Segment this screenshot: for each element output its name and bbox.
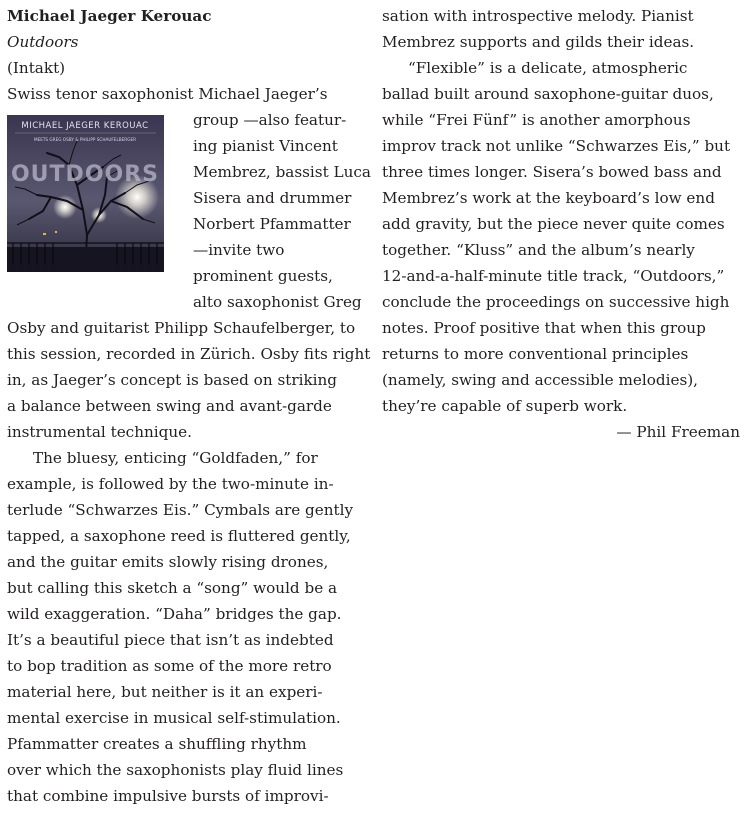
left-column — [7, 3, 371, 809]
cover-subtitle-text: MEETS GREG OSBY & PHILIPP SCHAUFELBERGER — [33, 137, 137, 142]
body-line: but calling this sketch a “song” would be a — [7, 579, 338, 597]
body-line: “Flexible” is a delicate, atmospheric — [408, 59, 688, 77]
body-line: terlude “Schwarzes Eis.” Cymbals are gently — [7, 501, 354, 519]
body-line: wild exaggeration. “Daha” bridges the gap. — [7, 605, 342, 623]
body-line: improv track not unlike “Schwarzes Eis,” but — [382, 137, 731, 155]
body-line: to bop tradition as some of the more retro — [7, 657, 332, 675]
body-line: together. “Kluss” and the album’s nearly — [382, 241, 695, 259]
record-label: (Intakt) — [7, 59, 66, 77]
body-line: Membrez’s work at the keyboard’s low end — [382, 189, 715, 207]
body-line: Norbert Pfammatter — [193, 215, 351, 233]
body-line: in, as Jaeger’s concept is based on striking — [7, 371, 338, 389]
body-line: mental exercise in musical self-stimulation. — [7, 709, 341, 727]
body-line: notes. Proof positive that when this group — [382, 319, 706, 337]
cover-block — [7, 107, 371, 315]
body-line: (namely, swing and accessible melodies), — [382, 371, 698, 389]
body-line: prominent guests, — [193, 267, 333, 285]
album-cover — [7, 115, 164, 272]
body-line: while “Frei Fünf” is another amorphous — [382, 111, 691, 129]
cover-artist-text: MICHAEL JAEGER KEROUAC — [21, 121, 149, 131]
body-line: material here, but neither is it an experi- — [7, 683, 323, 701]
body-line: they’re capable of superb work. — [382, 397, 628, 415]
body-line: Membrez, bassist Luca — [193, 163, 371, 181]
body-line: over which the saxophonists play fluid lines — [7, 761, 344, 779]
body-line: alto saxophonist Greg — [193, 293, 362, 311]
body-line: The bluesy, enticing “Goldfaden,” for — [33, 449, 318, 467]
body-line: It’s a beautiful piece that isn’t as indebted — [7, 631, 334, 649]
artist-name: Michael Jaeger Kerouac — [7, 7, 212, 25]
body-line: 12-and-a-half-minute title track, “Outdoors,” — [382, 267, 725, 285]
body-line: this session, recorded in Zürich. Osby fits right — [7, 345, 371, 363]
body-line: Osby and guitarist Philipp Schaufelberger, to — [7, 319, 356, 337]
body-line: that combine impulsive bursts of improvi- — [7, 787, 329, 805]
body-line: a balance between swing and avant-garde — [7, 397, 332, 415]
body-line: Sisera and drummer — [193, 189, 352, 207]
body-line: returns to more conventional principles — [382, 345, 689, 363]
body-line: ing pianist Vincent — [193, 137, 338, 155]
body-line: conclude the proceedings on successive high — [382, 293, 730, 311]
body-line: three times longer. Sisera’s bowed bass and — [382, 163, 722, 181]
body-line: tapped, a saxophone reed is fluttered gently, — [7, 527, 351, 545]
body-line: sation with introspective melody. Pianist — [382, 7, 694, 25]
body-line: and the guitar emits slowly rising drones, — [7, 553, 329, 571]
album-title: Outdoors — [7, 33, 79, 51]
body-line: Swiss tenor saxophonist Michael Jaeger’s — [7, 85, 328, 103]
wrapped-text — [193, 107, 371, 315]
review-author: — Phil Freeman — [616, 423, 740, 441]
album-cover-art — [7, 115, 164, 272]
body-line: —invite two — [193, 241, 285, 259]
body-line: ballad built around saxophone-guitar duos, — [382, 85, 714, 103]
right-column — [382, 3, 740, 445]
cover-title-text: OUTDOORS — [10, 162, 160, 187]
body-line: instrumental technique. — [7, 423, 192, 441]
body-line: group —also featur- — [193, 111, 347, 129]
body-line: add gravity, but the piece never quite comes — [382, 215, 725, 233]
body-line: Membrez supports and gilds their ideas. — [382, 33, 695, 51]
body-line: example, is followed by the two-minute in- — [7, 475, 334, 493]
body-line: Pfammatter creates a shuffling rhythm — [7, 735, 307, 753]
